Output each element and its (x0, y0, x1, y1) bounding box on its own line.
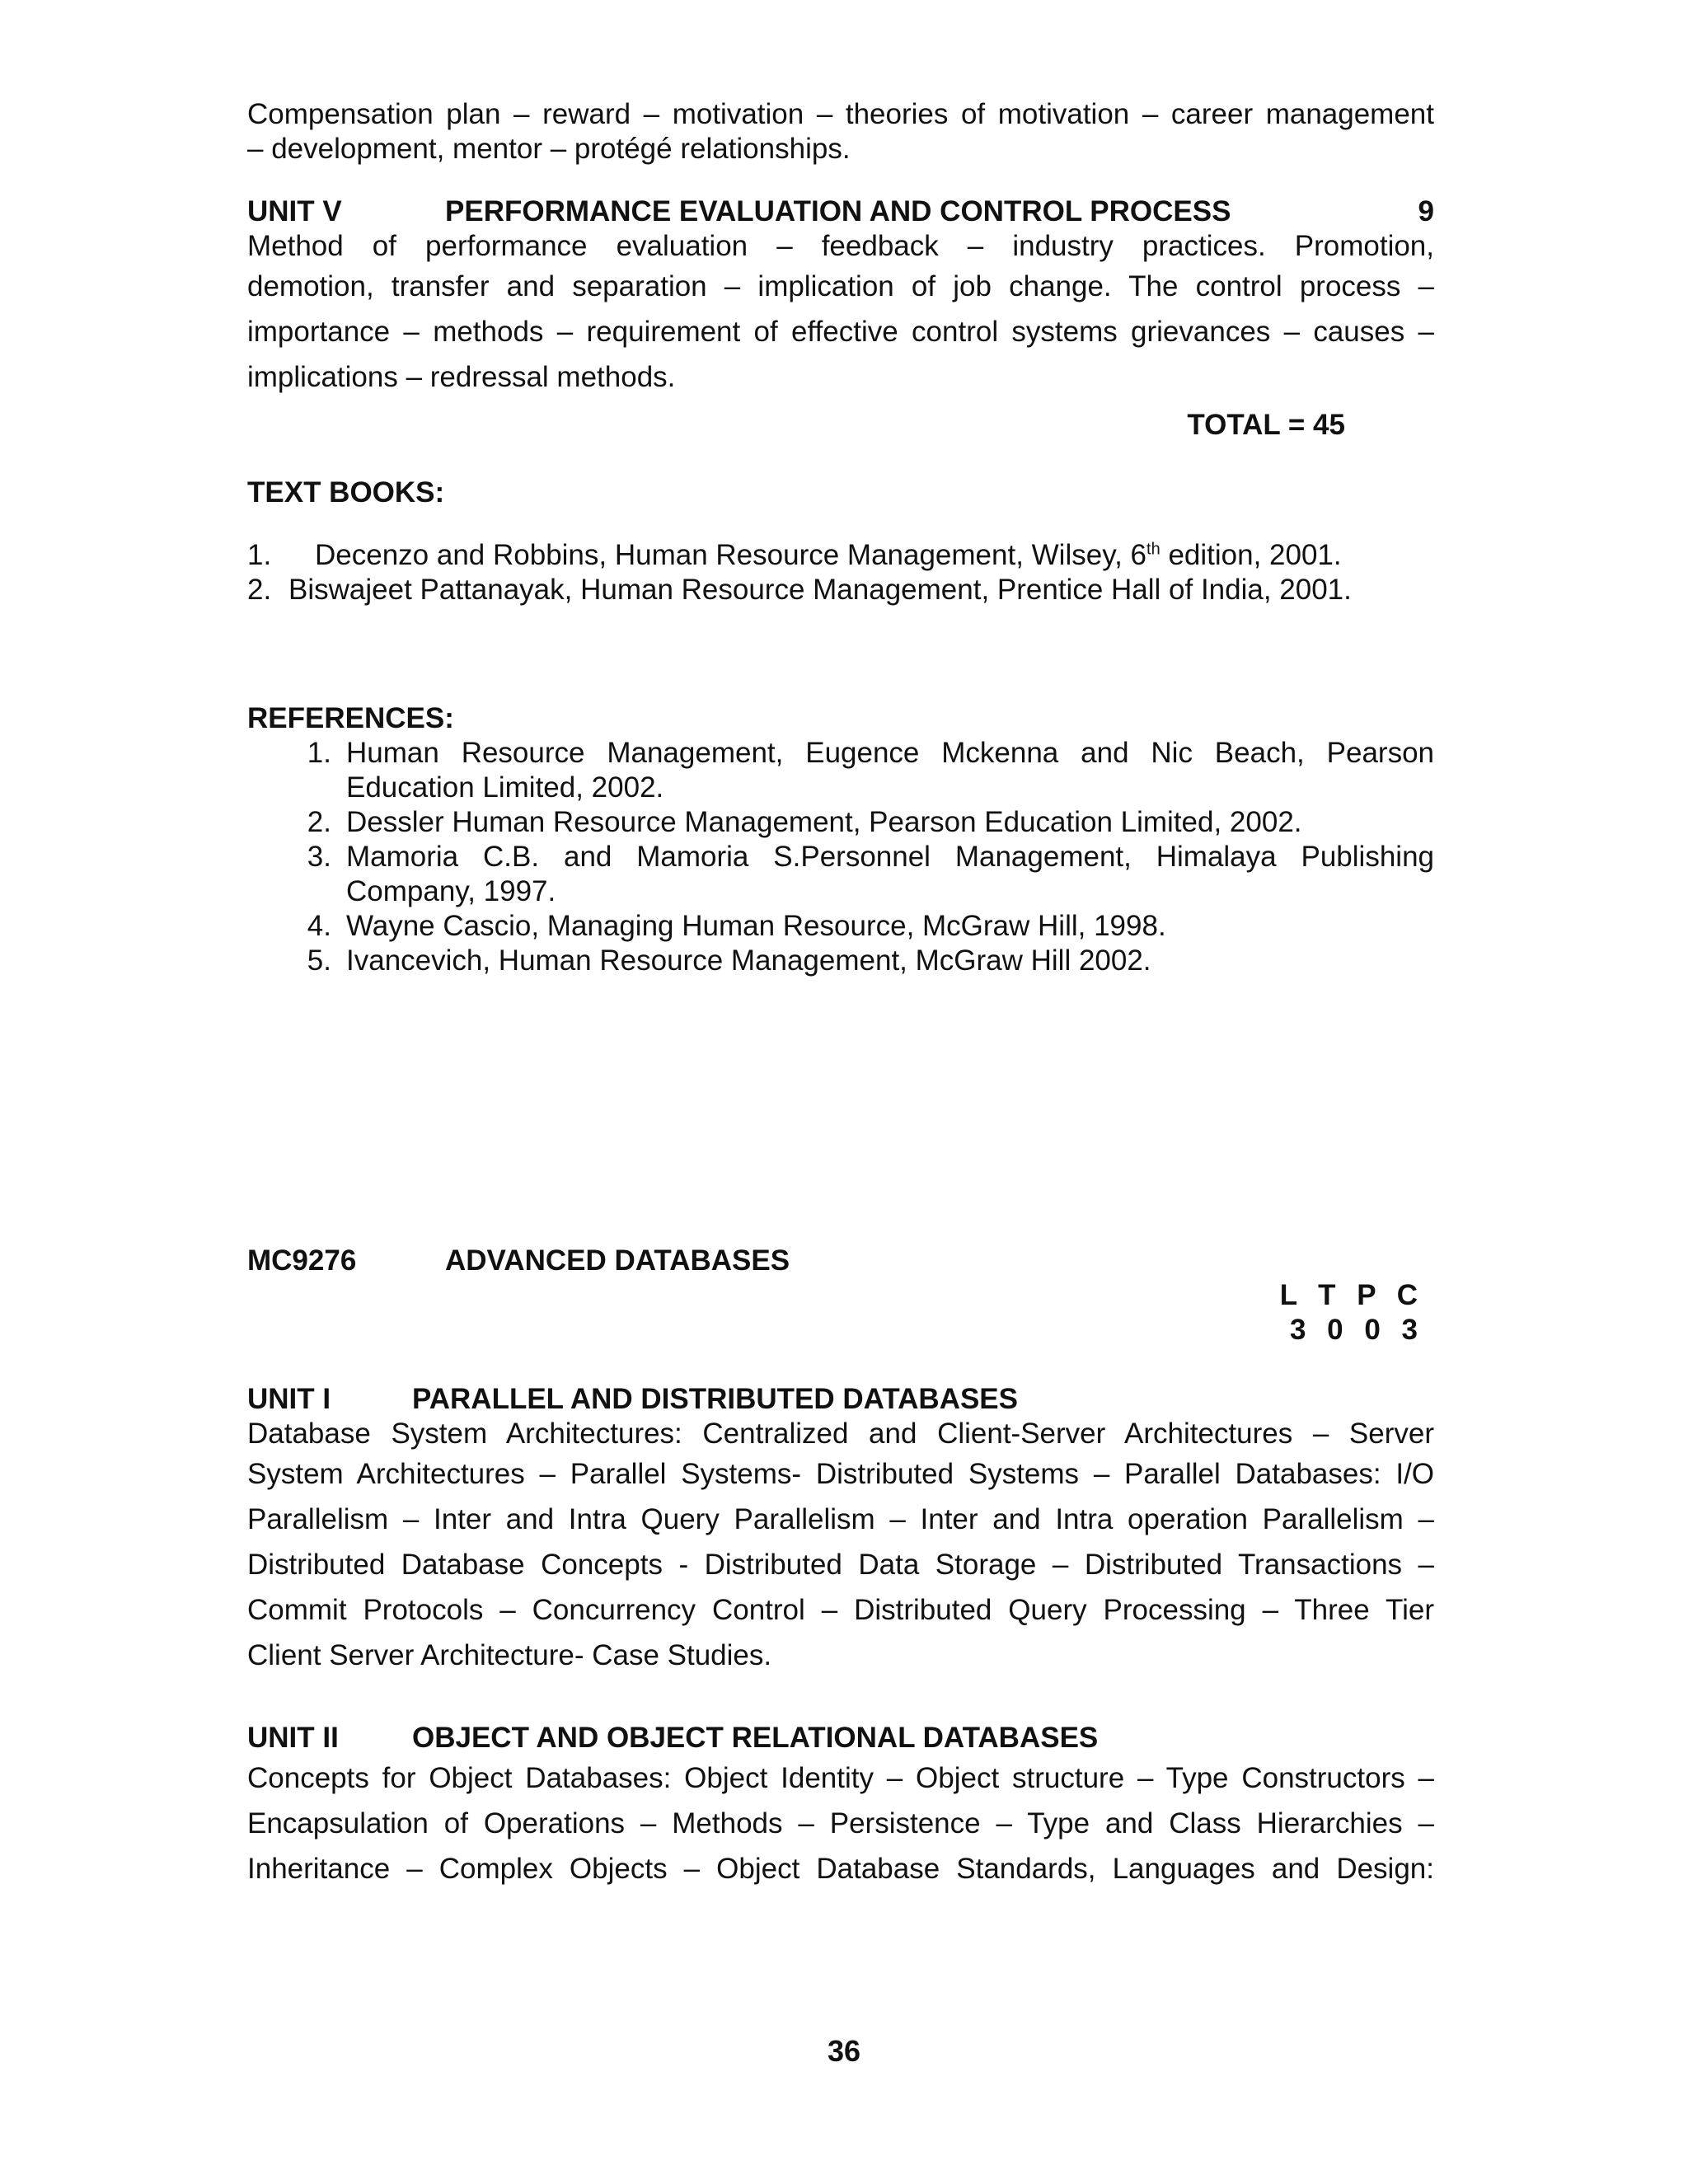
body-line: importance – methods – requirement of effective control systems grievances – causes – (247, 316, 1434, 348)
body-line: Database System Architectures: Centralized and Client-Server Architectures – Server (247, 1418, 1434, 1450)
item-number: 4. (307, 910, 331, 942)
textbooks-heading: TEXT BOOKS: (247, 476, 445, 509)
body-line: implications – redressal methods. (247, 361, 676, 393)
intro-paragraph (247, 97, 1434, 166)
course-heading (247, 1244, 1434, 1278)
item-text (346, 736, 1434, 805)
list-item (247, 573, 1434, 607)
item-text: Dessler Human Resource Management, Pearson Education Limited, 2002. (346, 806, 1302, 838)
intro-line: – development, mentor – protégé relationships. (247, 133, 851, 165)
item-line: Human Resource Management, Eugence Mckenna and Nic Beach, Pearson (346, 737, 1434, 769)
ltpc-header: L T P C (1279, 1279, 1424, 1311)
item-line: Mamoria C.B. and Mamoria S.Personnel Management, Himalaya Publishing (346, 841, 1434, 873)
item-number: 2. (247, 574, 272, 606)
unit-title: PARALLEL AND DISTRIBUTED DATABASES (412, 1383, 1018, 1415)
body-line: Parallelism – Inter and Intra Query Parallelism – Inter and Intra operation Parallelism – (247, 1503, 1434, 1535)
body-line: System Architectures – Parallel Systems- Distributed Systems – Parallel Databases: I/O (247, 1458, 1434, 1490)
unit-hours: 9 (1418, 195, 1434, 227)
list-item (247, 840, 1434, 909)
body-line: Client Server Architecture- Case Studies. (247, 1639, 772, 1671)
unit-2-body (247, 1755, 1434, 1891)
document-page (247, 97, 1434, 1891)
list-item (247, 805, 1434, 840)
list-item (247, 538, 1434, 573)
unit-code: UNIT I (247, 1383, 331, 1415)
unit-1-body (247, 1417, 1434, 1678)
textbooks-list (247, 538, 1434, 607)
list-item (247, 944, 1434, 978)
course-title: ADVANCED DATABASES (445, 1244, 790, 1277)
item-text (346, 840, 1434, 909)
course-code: MC9276 (247, 1244, 357, 1277)
references-list (247, 736, 1434, 978)
item-text-rest: edition, 2001. (1160, 539, 1342, 571)
body-line: demotion, transfer and separation – implication of job change. The control process – (247, 270, 1434, 302)
unit-title: PERFORMANCE EVALUATION AND CONTROL PROCESS (445, 195, 1231, 227)
unit-title: OBJECT AND OBJECT RELATIONAL DATABASES (412, 1722, 1099, 1754)
unit-2-heading (247, 1721, 1434, 1755)
total-hours: TOTAL = 45 (1187, 409, 1345, 441)
item-text: Biswajeet Pattanayak, Human Resource Management, Prentice Hall of India, 2001. (288, 574, 1352, 606)
unit-code: UNIT V (247, 195, 342, 227)
body-line: Concepts for Object Databases: Object Identity – Object structure – Type Constructors – (247, 1762, 1434, 1794)
body-line: Encapsulation of Operations – Methods – Persistence – Type and Class Hierarchies – (247, 1807, 1434, 1840)
item-number: 5. (307, 944, 331, 977)
body-line: Method of performance evaluation – feedback – industry practices. Promotion, (247, 230, 1434, 262)
item-number: 1. (247, 539, 272, 571)
item-text-main: Decenzo and Robbins, Human Resource Management, Wilsey, 6 (315, 539, 1147, 571)
body-line: Inheritance – Complex Objects – Object Database Standards, Languages and Design: (247, 1853, 1434, 1885)
unit-1-heading (247, 1382, 1434, 1417)
item-text: Ivancevich, Human Resource Management, McGraw Hill 2002. (346, 944, 1151, 977)
body-line: Commit Protocols – Concurrency Control – Distributed Query Processing – Three Tier (247, 1594, 1434, 1626)
item-text: Wayne Cascio, Managing Human Resource, McGraw Hill, 1998. (346, 910, 1166, 942)
item-line: Company, 1997. (346, 875, 556, 907)
list-item (247, 736, 1434, 805)
item-number: 2. (307, 806, 331, 838)
list-item (247, 909, 1434, 944)
item-number: 1. (307, 737, 331, 769)
unit-5-heading (247, 194, 1434, 229)
unit-5-body (247, 229, 1434, 400)
item-number: 3. (307, 841, 331, 873)
page-number: 36 (827, 2034, 861, 2068)
references-heading: REFERENCES: (247, 702, 454, 734)
body-line: Distributed Database Concepts - Distributed Data Storage – Distributed Transactions – (247, 1549, 1434, 1581)
intro-line: Compensation plan – reward – motivation – theories of motivation – career management (247, 98, 1434, 130)
item-text (315, 538, 1342, 573)
superscript: th (1146, 540, 1160, 559)
ltpc-values: 3 0 0 3 (1289, 1314, 1424, 1346)
item-line: Education Limited, 2002. (346, 771, 664, 804)
unit-code: UNIT II (247, 1722, 339, 1754)
